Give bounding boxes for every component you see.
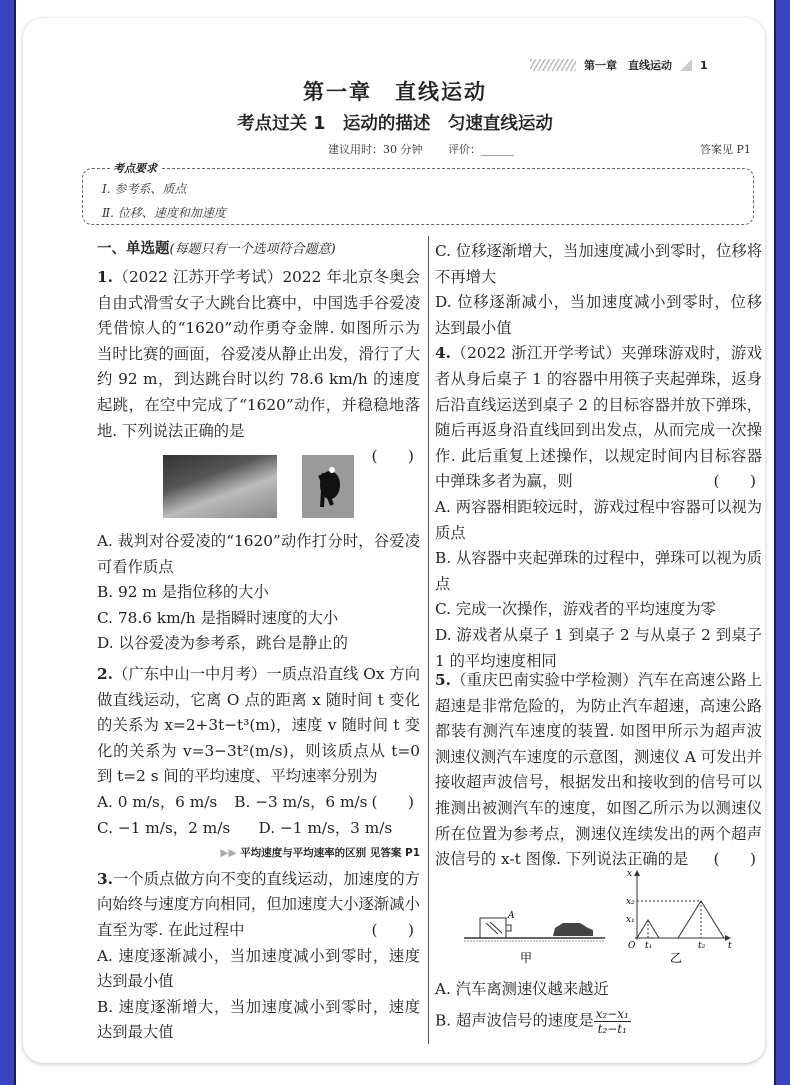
option-c[interactable]: C. 78.6 km/h 是指瞬时速度的大小 bbox=[97, 608, 339, 627]
figure-jia bbox=[464, 911, 605, 965]
answer-paren: ( ) bbox=[371, 447, 414, 466]
arrow-icon: ▶▶ bbox=[220, 847, 241, 860]
page-number: 1 bbox=[700, 58, 708, 72]
option-a[interactable]: A. 速度逐渐减小，当加速度减小到零时，速度达到最小值 bbox=[97, 946, 420, 991]
label-origin: O bbox=[628, 941, 636, 951]
option-a[interactable]: A. 汽车离测速仪越来越近 bbox=[435, 980, 609, 998]
label-x2: x₂ bbox=[626, 897, 635, 907]
header-chapter: 第一章 直线运动 bbox=[584, 59, 672, 72]
option-b[interactable]: B. −3 m/s，6 m/s bbox=[234, 792, 368, 811]
evaluation: 评价：______ bbox=[448, 143, 514, 156]
option-d[interactable]: D. 游戏者从桌子 1 到桌子 2 与从桌子 2 到桌子 1 的平均速度相同 bbox=[435, 625, 762, 670]
left-border bbox=[0, 0, 16, 1085]
option-b[interactable]: B. 从容器中夹起弹珠的过程中，弹珠可以视为质点 bbox=[435, 549, 762, 593]
label-jia: 甲 bbox=[520, 951, 533, 965]
option-c[interactable]: C. 位移逐渐增大，当加速度减小到零时，位移将不再增大 bbox=[435, 242, 762, 286]
question-2: 2.（广东中山一中月考）一质点沿直线 Ox 方向做直线运动，它离 O 点的距离 x 随时间 t 变化的关系为 x=2+3t−t³(m)，速度 v 随时间 t 变化的关系为 v=3−3t²(m/s)，则该质点从 t=0 到 t=2 s 间的平均速度、平均速率分别为 ( ) A. 0 m/s，6 m/s B. −3 m/s，6 m/s C. −1 m/s，2 m/s D. −1 m/s，3 m/s ▶▶ 平均速度与平均速率的区别 见答案 P1 3.一个质点做方向不变的直线运动，加速度的方向始终与速度方向相同，但加速度大小逐渐减小直至为零. 在此过程中 ( ) A. 速度逐渐减小，当加速度减小到零时，速度达到最小值 B. 速度逐渐增大，当加速度减小到零时，速度达到最大值 bbox=[97, 662, 420, 1046]
right-border bbox=[774, 0, 790, 1085]
running-header bbox=[530, 56, 770, 74]
option-a[interactable]: A. 0 m/s，6 m/s bbox=[97, 792, 218, 811]
figure-speed-measure bbox=[460, 868, 760, 968]
requirement-item: Ⅰ. 参考系、质点 bbox=[102, 182, 187, 196]
hint-link[interactable]: ▶▶ 平均速度与平均速率的区别 见答案 P1 bbox=[220, 847, 420, 860]
question-5: 5.（重庆巴南实验中学检测）汽车在高速公路上超速是非常危险的，为防止汽车超速，高速公路都装有测汽车速度的装置. 如图甲所示为超声波测速仪测汽车速度的示意图，测速仪 A 可发出并接收超声波信号，根据发出和接收到的信号可以推测出被测汽车的速度，如图乙所示为以测速仪所在位置为参考点，测速仪连续发出的两个超声波信号的 x-t 图像. 下列说法正确的是 ( ) bbox=[435, 671, 762, 869]
axis-x-label: x bbox=[627, 869, 633, 879]
axis-t-label: t bbox=[728, 941, 732, 951]
option-b[interactable]: B. 92 m 是指位移的大小 bbox=[97, 583, 269, 602]
requirements-title: 考点要求 bbox=[110, 160, 160, 176]
figure-yi-xt-graph bbox=[626, 869, 732, 965]
ski-jump-photo bbox=[163, 455, 277, 518]
option-c[interactable]: C. −1 m/s，2 m/s bbox=[97, 818, 231, 837]
option-a[interactable]: A. 两容器相距较远时，游戏过程中容器可以视为质点 bbox=[435, 497, 762, 542]
label-yi: 乙 bbox=[670, 951, 683, 965]
column-divider bbox=[428, 236, 429, 1044]
right-column: C. 位移逐渐增大，当加速度减小到零时，位移将不再增大 D. 位移逐渐减小，当加速度减小到零时，位移达到最小值 4.（2022 浙江开学考试）夹弹珠游戏时，游戏者从身后桌子 1 的容器中用筷子夹起弹珠，返身后沿直线运送到桌子 2 的目标容器并放下弹珠，随后再返身沿直线回到出发点，从而完成一次操作. 此后重复上述操作，以规定时间内目标容器中弹珠多者为赢，则 ( ) A. 两容器相距较远时，游戏过程中容器可以视为质点 B. 从容器中夹起弹珠的过程中，弹珠可以视为质点 C. 完成一次操作，游戏者的平均速度为零 D. 游戏者从桌子 1 到桌子 2 与从桌子 2 到桌子 1 的平均速度相同 bbox=[435, 239, 762, 674]
option-b[interactable]: B. 速度逐渐增大，当加速度减小到零时，速度达到最大值 bbox=[97, 997, 420, 1042]
question-5-options bbox=[435, 977, 762, 1036]
option-d[interactable]: D. 以谷爱凌为参考系，跳台是静止的 bbox=[97, 634, 348, 653]
section-heading: 一、单选题(每题只有一个选项符合题意) bbox=[97, 241, 336, 257]
suggested-time: 建议用时：30 分钟 bbox=[328, 143, 423, 156]
label-x1: x₁ bbox=[626, 915, 635, 925]
option-d[interactable]: D. −1 m/s，3 m/s bbox=[258, 818, 393, 837]
triangle-decoration bbox=[680, 59, 692, 71]
skier-photo bbox=[302, 455, 354, 518]
option-d[interactable]: D. 位移逐渐减小，当加速度减小到零时，位移达到最小值 bbox=[435, 293, 762, 337]
stripes-decoration bbox=[530, 59, 576, 71]
question-1: 1.（2022 江苏开学考试）2022 年北京冬奥会自由式滑雪女子大跳台比赛中，中国选手谷爱凌凭借惊人的“1620”动作勇夺金牌. 如图所示为当时比赛的画面，谷爱凌从静止出发，滑行了大约 92 m，到达跳台时以约 78.6 km/h 的速度起跳，在空中完成了“1620”动作，并稳稳地落地. 下列说法正确的是 ( ) bbox=[97, 265, 420, 470]
question-1-options bbox=[97, 529, 420, 657]
section-subtitle: 考点过关 1 运动的描述 匀速直线运动 bbox=[237, 114, 553, 134]
option-b[interactable]: B. 超声波信号的速度是 $\frac{\text{x₂−x₁}}{\text{t₂−t₁}}$ bbox=[435, 1006, 629, 1036]
label-a: A bbox=[508, 911, 515, 921]
answer-ref: 答案见 P1 bbox=[700, 143, 751, 156]
fraction: $\frac{\text{x₂−x₁}}{\text{t₂−t₁}}$ bbox=[595, 1006, 629, 1036]
option-a[interactable]: A. 裁判对谷爱凌的“1620”动作打分时，谷爱凌可看作质点 bbox=[97, 532, 420, 576]
chapter-title: 第一章 直线运动 bbox=[303, 80, 487, 104]
option-c[interactable]: C. 完成一次操作，游戏者的平均速度为零 bbox=[435, 600, 716, 619]
label-t2: t₂ bbox=[698, 941, 706, 951]
label-t1: t₁ bbox=[645, 941, 653, 951]
requirement-item: Ⅱ. 位移、速度和加速度 bbox=[102, 206, 226, 220]
